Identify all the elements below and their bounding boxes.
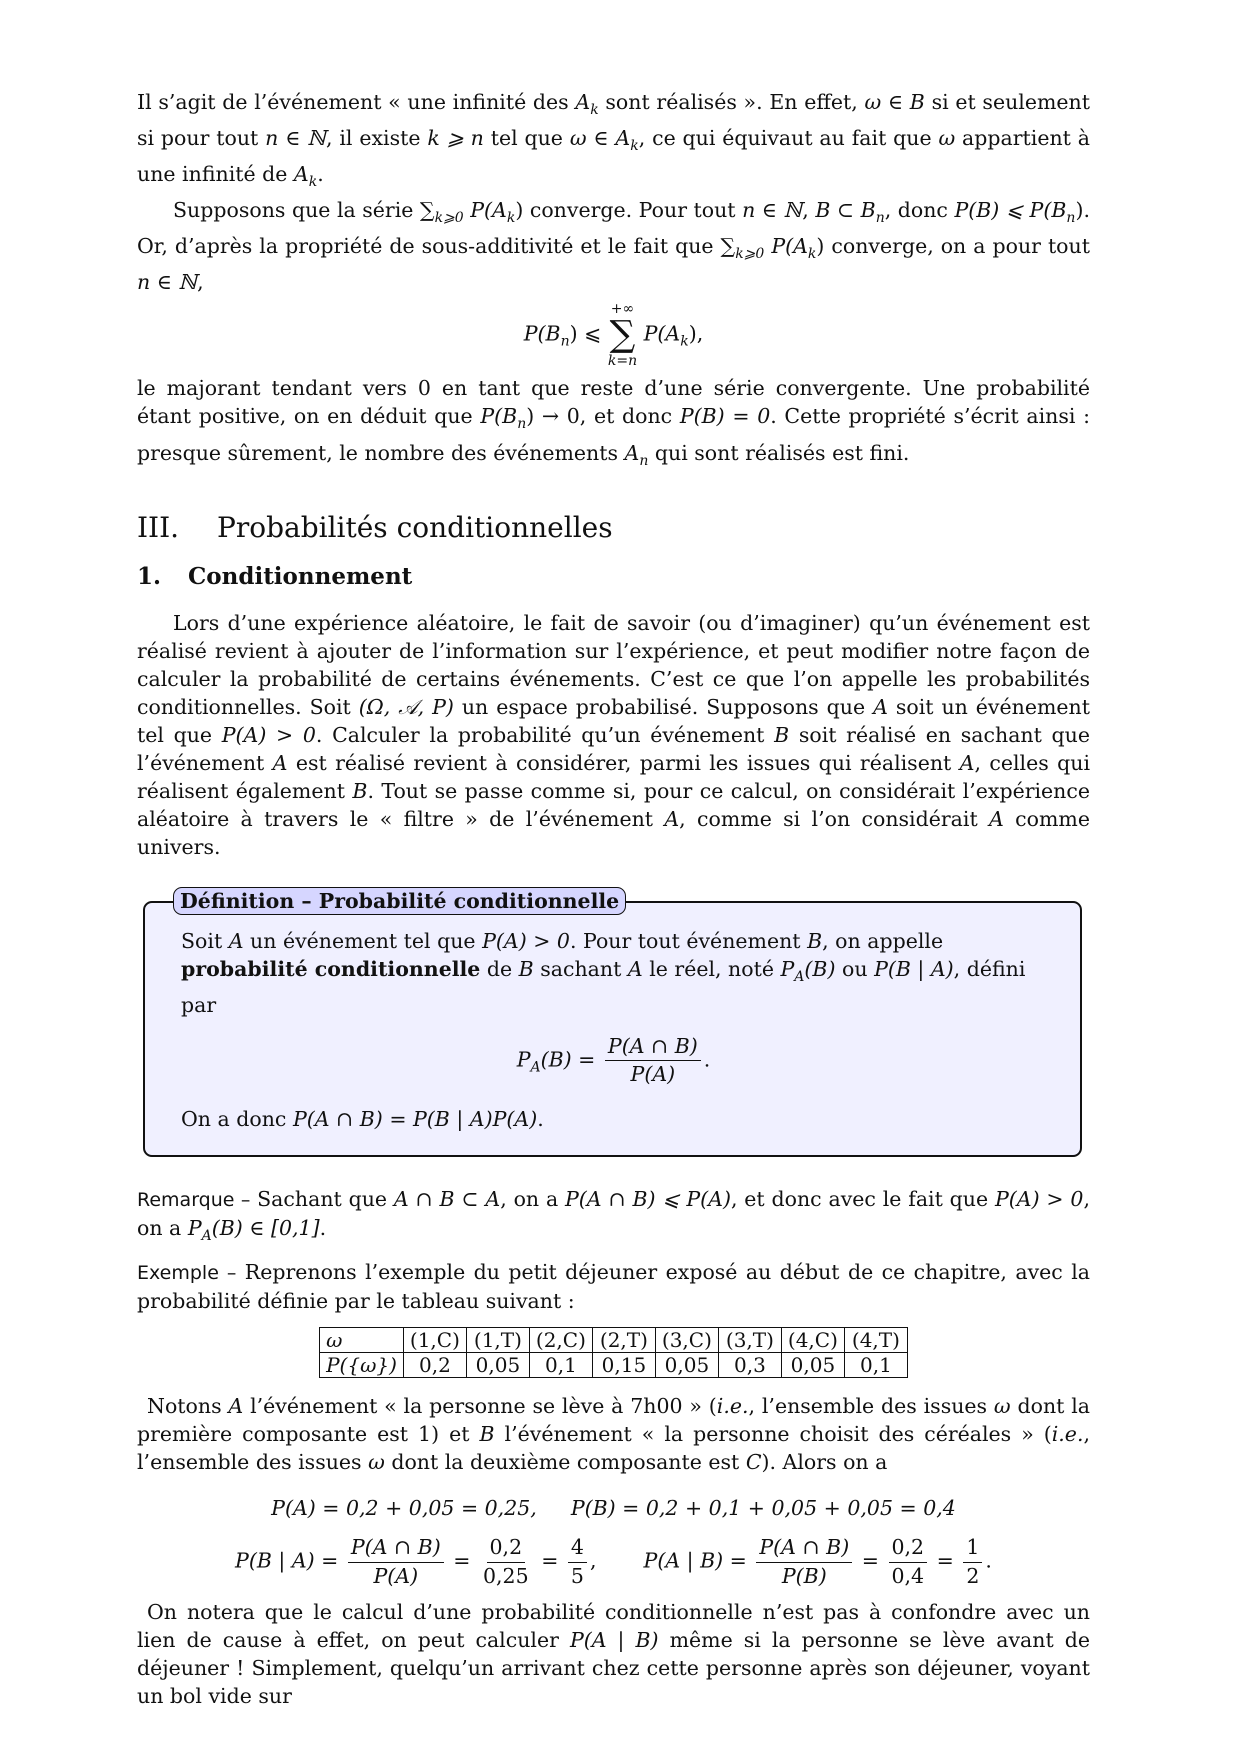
remarque-paragraph: Remarque – Sachant que A ∩ B ⊂ A, on a P(A ∩ B) ⩽ P(A), et donc avec le fait que P(A) > 0, on a $P_A(B)$ ∈ [0,1].	[137, 1186, 1090, 1244]
fraction: $\frac{1}{2}$	[963, 1536, 982, 1588]
definition-closing: On a donc P(A ∩ B) = P(B | A)P(A).	[181, 1106, 544, 1131]
paragraph-notons: Notons A l’événement « la personne se lève à 7h00 » (i.e., l’ensemble des issues ω dont la première composante est 1) et B l’événement « la personne choisit des céréales » (i.e., l’ensemble des issues ω dont la deuxième composante est C). Alors on a	[137, 1393, 1090, 1474]
paragraph-majorant: le majorant tendant vers 0 en tant que reste d’une série convergente. Une probabilité étant positive, on en déduit que $P(B_n) \to 0$, et donc P(B) = 0. Cette propriété s’écrit ainsi : presque sûrement, le nombre des événements $A_n$ qui sont réalisés est fini.	[137, 376, 1090, 469]
sum-symbol: +∞ ∑ k=n	[607, 301, 638, 370]
subsection-heading: 1. Conditionnement	[137, 562, 413, 590]
table-row	[320, 1352, 908, 1377]
table-cell: 0,15	[592, 1352, 655, 1377]
probability-table	[319, 1327, 908, 1378]
fraction: $\frac{P(A \cap B)}{P(B)}$	[756, 1536, 852, 1588]
equation-conditional-values: P(B | A) = $\frac{P(A \cap B)}{P(A)}$ = $\frac{0,2}{0,25}$ = $\frac{4}{5}$ , P(A | B) = $\frac{P(A \cap B)}{P(B)}$ = $\frac{0,2}{0,4}$ = $\frac{1}{2}$ .	[235, 1534, 992, 1588]
equation-bound-sum: $P(B_n)$ ⩽ +∞ ∑ k=n $P(A_k)$,	[523, 301, 704, 370]
exemple-paragraph: Exemple – Reprenons l’exemple du petit déjeuner exposé au début de ce chapitre, avec la probabilité définie par le tableau suivant :	[137, 1259, 1090, 1313]
table-cell: (3,C)	[655, 1327, 718, 1352]
table-cell: (4,T)	[844, 1327, 907, 1352]
section-heading: III. Probabilités conditionnelles	[137, 510, 613, 544]
paragraph-conditioning: Lors d’une expérience aléatoire, le fait de savoir (ou d’imaginer) qu’un événement est réalisé revient à ajouter de l’information sur l’expérience, et peut modifier notre façon de calculer la probabilité de certains événements. C’est ce que l’on appelle les probabilités conditionnelles. Soit (Ω, 𝒜, P) un espace probabilisé. Supposons que A soit un événement tel que P(A) > 0. Calculer la probabilité qu’un événement B soit réalisé en sachant que l’événement A est réalisé revient à considérer, parmi les issues qui réalisent A, celles qui réalisent également B. Tout se passe comme si, pour ce calcul, on considérait l’expérience aléatoire à travers le « filtre » de l’événement A, comme si l’on considérait A comme univers.	[137, 610, 1091, 859]
definition-text: Soit A un événement tel que P(A) > 0. Pour tout événement B, on appelle probabilité conditionnelle de B sachant A le réel, noté $P_A(B)$ ou P(B | A), défini par	[181, 928, 1026, 1017]
paragraph-series-converge: Supposons que la série $\sum_{k⩾0}$ $P(A_k)$ converge. Pour tout n ∈ ℕ, B ⊂ $B_n$, donc P(B) ⩽ $P(B_n)$. Or, d’après la propriété de sous-additivité et le fait que $\sum_{k⩾0}$ $P(A_k)$ converge, on a pour tout n ∈ ℕ,	[137, 198, 1090, 295]
table-cell: (1,C)	[403, 1327, 466, 1352]
table-cell: 0,05	[655, 1352, 718, 1377]
table-cell: (4,C)	[781, 1327, 844, 1352]
table-cell: 0,1	[529, 1352, 592, 1377]
definition-box	[143, 888, 1082, 1157]
table-cell: 0,1	[844, 1352, 907, 1377]
equation-conditional-definition: $P_A(B)$ = $\frac{P(A \cap B)}{P(A)}$ .	[516, 1033, 711, 1087]
table-cell: (1,T)	[466, 1327, 529, 1352]
document-page	[137, 88, 1090, 1710]
equation-pa-pb: P(A) = 0,2 + 0,05 = 0,25, P(B) = 0,2 + 0,1 + 0,05 + 0,05 = 0,4	[271, 1495, 956, 1520]
table-cell: (2,T)	[592, 1327, 655, 1352]
paragraph-cause-effect: On notera que le calcul d’une probabilité conditionnelle n’est pas à confondre avec un lien de cause à effet, on peut calculer P(A | B) même si la personne se lève avant de déjeuner ! Simplement, quelqu’un arrivant chez cette personne après son déjeuner, voyant un bol vide sur	[137, 1600, 1090, 1709]
fraction-definition: $\frac{P(A \cap B)}{P(A)}$	[605, 1035, 701, 1087]
table-cell: 0,2	[403, 1352, 466, 1377]
table-cell: (3,T)	[718, 1327, 781, 1352]
fraction: $\frac{0,2}{0,25}$	[483, 1534, 529, 1588]
fraction: $\frac{P(A \cap B)}{P(A)}$	[348, 1536, 444, 1588]
table-row-header: ω	[320, 1327, 404, 1352]
table-row-header: P({ω})	[320, 1352, 404, 1377]
table-cell: 0,05	[781, 1352, 844, 1377]
table-cell: 0,3	[718, 1352, 781, 1377]
fraction: $\frac{0,2}{0,4}$	[889, 1536, 928, 1588]
fraction: $\frac{4}{5}$	[568, 1536, 587, 1588]
table-cell: (2,C)	[529, 1327, 592, 1352]
paragraph-infinite-events: Il s’agit de l’événement « une infinité des $A_k$ sont réalisés ». En effet, ω ∈ B si et seulement si pour tout n ∈ ℕ, il existe k ⩾ n tel que ω ∈ $A_k$, ce qui équivaut au fait que ω appartient à une infinité de $A_k$.	[137, 90, 1090, 191]
definition-title: Définition – Probabilité conditionnelle	[173, 887, 626, 915]
table-row	[320, 1327, 908, 1352]
table-cell: 0,05	[466, 1352, 529, 1377]
